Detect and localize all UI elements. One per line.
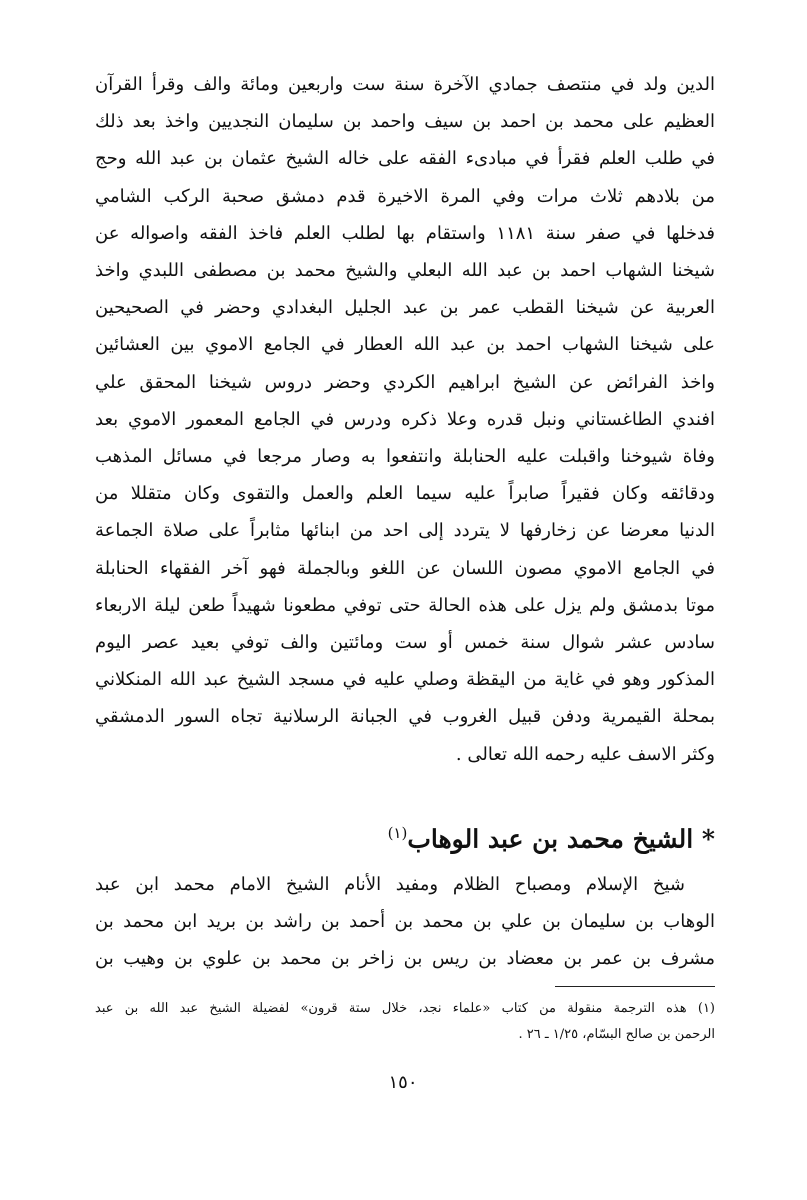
text-line: على شيخنا الشهاب احمد بن عبد الله العطار في الجامع الاموي بين العشائين xyxy=(95,334,715,356)
text-line: واخذ الفرائض عن الشيخ ابراهيم الكردي وحضر دروس شيخنا المحقق علي xyxy=(95,371,715,393)
footnote-line: الرحمن بن صالح البسّام، ١/٢٥ ـ ٢٦ . xyxy=(518,1027,715,1042)
text-line: من بلادهم ثلاث مرات وفي المرة الاخيرة قدم دمشق صحبة الركب الشامي xyxy=(95,185,715,207)
text-line: بمحلة القيمرية ودفن قبيل الغروب في الجبانة الرسلانية تجاه السور الدمشقي xyxy=(95,706,715,728)
text-line: الوهاب بن سليمان بن علي بن محمد بن أحمد بن راشد بن بريد ابن محمد بن xyxy=(95,911,715,933)
text-line: وكثر الاسف عليه رحمه الله تعالى . xyxy=(455,743,715,765)
footnote-line: (١) هذه الترجمة منقولة من كتاب «علماء نجد، خلال ستة قرون» لفضيلة الشيخ عبد الله بن عبد xyxy=(95,1001,715,1016)
footnote-reference: (١) xyxy=(387,824,408,842)
text-line: المذكور وهو في غاية من اليقظة وصلي عليه في مسجد الشيخ عبد الله المنكلاني xyxy=(95,669,715,691)
text-line: في طلب العلم فقرأ في مبادىء الفقه على خاله الشيخ عثمان بن عبد الله وحج xyxy=(95,148,715,170)
text-line: العربية عن شيخنا القطب عمر بن عبد الجليل البغدادي وحضر في الصحيحين xyxy=(95,297,715,319)
text-line: الدنيا معرضا عن زخارفها لا يتردد إلى احد من ابنائها مثابراً على صلاة الجماعة xyxy=(95,520,715,542)
heading-title: الشيخ محمد بن عبد الوهاب xyxy=(407,824,694,854)
text-line: العظيم على محمد بن احمد بن سيف واحمد بن سليمان النجديين واخذ بعد ذلك xyxy=(95,111,715,133)
text-line: في الجامع الاموي مصون اللسان عن اللغو وبالجملة فهو آخر الفقهاء الحنابلة xyxy=(95,557,715,579)
heading-marker: * xyxy=(701,824,715,854)
biography-continuation xyxy=(95,66,715,773)
text-line: مشرف بن عمر بن معضاد بن ريس بن زاخر بن محمد بن علوي بن وهيب بن xyxy=(95,948,715,970)
footnote-divider xyxy=(555,986,715,987)
text-line: افندي الطاغستاني ونبل قدره وعلا ذكره ودرس في الجامع المعمور الاموي بعد xyxy=(95,408,715,430)
text-line: موتا بدمشق ولم يزل على هذه الحالة حتى توفي مطعونا شهيداً طعن ليلة الاربعاء xyxy=(95,594,715,616)
section-heading xyxy=(95,808,715,864)
biography-opening xyxy=(95,866,715,978)
text-line: سادس عشر شوال سنة خمس أو ست ومائتين والف توفي بعيد عصر اليوم xyxy=(95,632,715,654)
text-line: وفاة شيوخنا واقبلت عليه الحنابلة وانتفعوا به وصار مرجعا في مسائل المذهب xyxy=(95,446,715,468)
footnote xyxy=(95,996,715,1048)
text-line: الدين ولد في منتصف جمادي الآخرة سنة ست واربعين ومائة والف وقرأ القرآن xyxy=(95,74,715,95)
page-number: ١٥٠ xyxy=(388,1072,418,1093)
text-line: ودقائقه وكان فقيراً صابراً عليه سيما العلم والعمل والتقوى وكان متقللا من xyxy=(95,483,715,505)
text-line: شيخ الإسلام ومصباح الظلام ومفيد الأنام الشيخ الامام محمد ابن عبد xyxy=(95,874,685,895)
text-line: فدخلها في صفر سنة ١١٨١ واستقام بها لطلب العلم فاخذ الفقه واصواله عن xyxy=(95,222,715,244)
text-line: شيخنا الشهاب احمد بن عبد الله البعلي والشيخ محمد بن مصطفى اللبدي واخذ xyxy=(95,260,715,282)
